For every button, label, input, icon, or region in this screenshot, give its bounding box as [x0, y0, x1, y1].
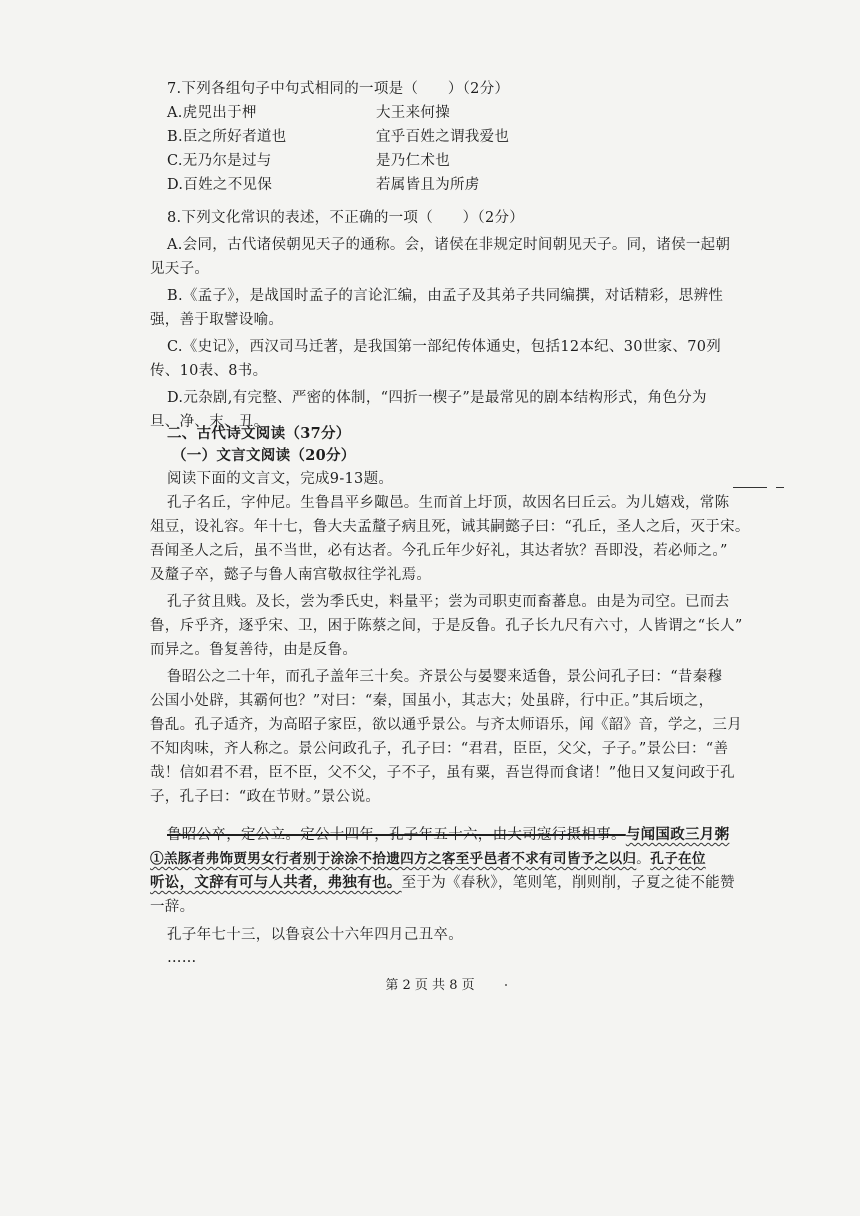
passage-p1-line2: 俎豆，设礼容。年十七，鲁大夫孟釐子病且死，诫其嗣懿子曰：“孔丘，圣人之后，灭于宋。 — [150, 519, 750, 535]
q7-option-a-left: A.虎兕出于柙 — [167, 105, 257, 121]
passage-p4-line2 — [150, 850, 706, 868]
wavy-underlined-sentence: ①羔豚者弗饰贾男女行者别于涂涂不拾遗四方之客至乎邑者不求有司皆予之以归 — [150, 851, 637, 867]
wavy-underlined-text: 与闻国政三月粥 — [625, 826, 730, 843]
q8-stem: 8.下列文化常识的表述，不正确的一项（ ）（2分） — [167, 210, 525, 226]
q8-option-d-line2: 旦、净、末、丑。 — [150, 414, 269, 430]
q7-option-b-right: 宜乎百姓之谓我爱也 — [376, 129, 510, 145]
q7-option-d-right: 若属皆且为所虏 — [376, 177, 480, 193]
passage-p3-line3: 鲁乱。孔子适齐，为高昭子家臣，欲以通乎景公。与齐太师语乐，闻《韶》音，学之，三月 — [150, 717, 742, 733]
passage-p1-line4: 及釐子卒，懿子与鲁人南宫敬叔往学礼焉。 — [150, 567, 432, 583]
wavy-underlined-text-2: 孔子在位 — [650, 851, 706, 867]
page-footer: 第 2 页 共 8 页 — [385, 978, 475, 993]
q7-option-c-left: C.无乃尔是过与 — [167, 153, 272, 169]
margin-mark — [733, 487, 767, 488]
passage-p2-line1: 孔子贫且贱。及长，尝为季氏史，料量平；尝为司职吏而畜蕃息。由是为司空。已而去 — [167, 594, 730, 610]
q8-option-b-line1: B.《孟子》，是战国时孟子的言论汇编，由孟子及其弟子共同编撰，对话精彩，思辨性 — [167, 288, 724, 304]
passage-text: 至于为《春秋》，笔则笔，削则削，子夏之徒不能赞 — [401, 875, 735, 891]
passage-p4-line1 — [167, 826, 729, 844]
passage-p5: 孔子年七十三，以鲁哀公十六年四月己丑卒。 — [167, 927, 463, 943]
passage-p1-line3: 吾闻圣人之后，虽不当世，必有达者。今孔丘年少好礼，其达者欤？吾即没，若必师之。” — [150, 543, 728, 559]
q7-option-c-right: 是乃仁术也 — [376, 153, 450, 169]
q8-option-c-line1: C.《史记》，西汉司马迁著，是我国第一部纪传体通史，包括12本纪、30世家、70列 — [167, 339, 722, 355]
reading-instruction: 阅读下面的文言文，完成9-13题。 — [167, 471, 394, 487]
passage-p2-line3: 而异之。鲁复善待，由是反鲁。 — [150, 642, 358, 658]
q7-option-a-right: 大王来何操 — [376, 105, 450, 121]
q8-option-a-line1: A.会同，古代诸侯朝见天子的通称。会，诸侯在非规定时间朝见天子。同，诸侯一起朝 — [167, 237, 731, 253]
passage-p3-line1: 鲁昭公之二十年，而孔子盖年三十矣。齐景公与晏婴来适鲁，景公问孔子曰：“昔秦穆 — [167, 669, 723, 685]
passage-p1-line1: 孔子名丘，字仲尼。生鲁昌平乡陬邑。生而首上圩顶，故因名曰丘云。为儿嬉戏，常陈 — [167, 495, 730, 511]
q7-option-b-left: B.臣之所好者道也 — [167, 129, 287, 145]
passage-p3-line2: 公国小处辟，其霸何也？”对曰：“秦，国虽小，其志大；处虽辟，行中正。”其后顷之， — [150, 693, 714, 709]
passage-ellipsis: …… — [167, 950, 197, 966]
passage-p3-line4: 不知肉味，齐人称之。景公问政孔子，孔子曰：“君君，臣臣，父父，子子。”景公曰：“善 — [150, 741, 729, 757]
struck-text: 鲁昭公卒，定公立。定公十四年，孔子年五十六，由大司寇行摄相事。 — [167, 827, 626, 843]
section-heading: 二、古代诗文阅读（37分） — [167, 425, 351, 442]
passage-p3-line5: 哉！信如君不君，臣不臣，父不父，子不子，虽有粟，吾岂得而食诸！”他日又复问政于孔 — [150, 765, 735, 781]
wavy-underlined-text-3: 听讼，文辞有可与人共者，弗独有也。 — [150, 874, 402, 891]
q8-option-c-line2: 传、10表、8书。 — [150, 363, 268, 379]
passage-p3-line6: 子，孔子曰：“政在节财。”景公说。 — [150, 789, 381, 805]
q7-option-d-left: D.百姓之不见保 — [167, 177, 273, 193]
q8-option-b-line2: 强，善于取譬设喻。 — [150, 312, 284, 328]
passage-p4-line3 — [150, 874, 735, 892]
q7-stem: 7.下列各组句子中句式相同的一项是（ ）（2分） — [167, 81, 510, 97]
period-mark: 。 — [636, 851, 651, 867]
passage-p2-line2: 鲁，斥乎齐，逐乎宋、卫，困于陈蔡之间，于是反鲁。孔子长九尺有六寸，人皆谓之“长人” — [150, 618, 743, 634]
q8-option-a-line2: 见天子。 — [150, 261, 210, 277]
q8-option-d-line1: D.元杂剧,有完整、严密的体制，“四折一楔子”是最常见的剧本结构形式，角色分为 — [167, 390, 707, 406]
subsection-heading: （一）文言文阅读（20分） — [172, 447, 356, 464]
passage-p4-line4: 一辞。 — [150, 899, 195, 915]
margin-mark-small — [776, 487, 784, 488]
